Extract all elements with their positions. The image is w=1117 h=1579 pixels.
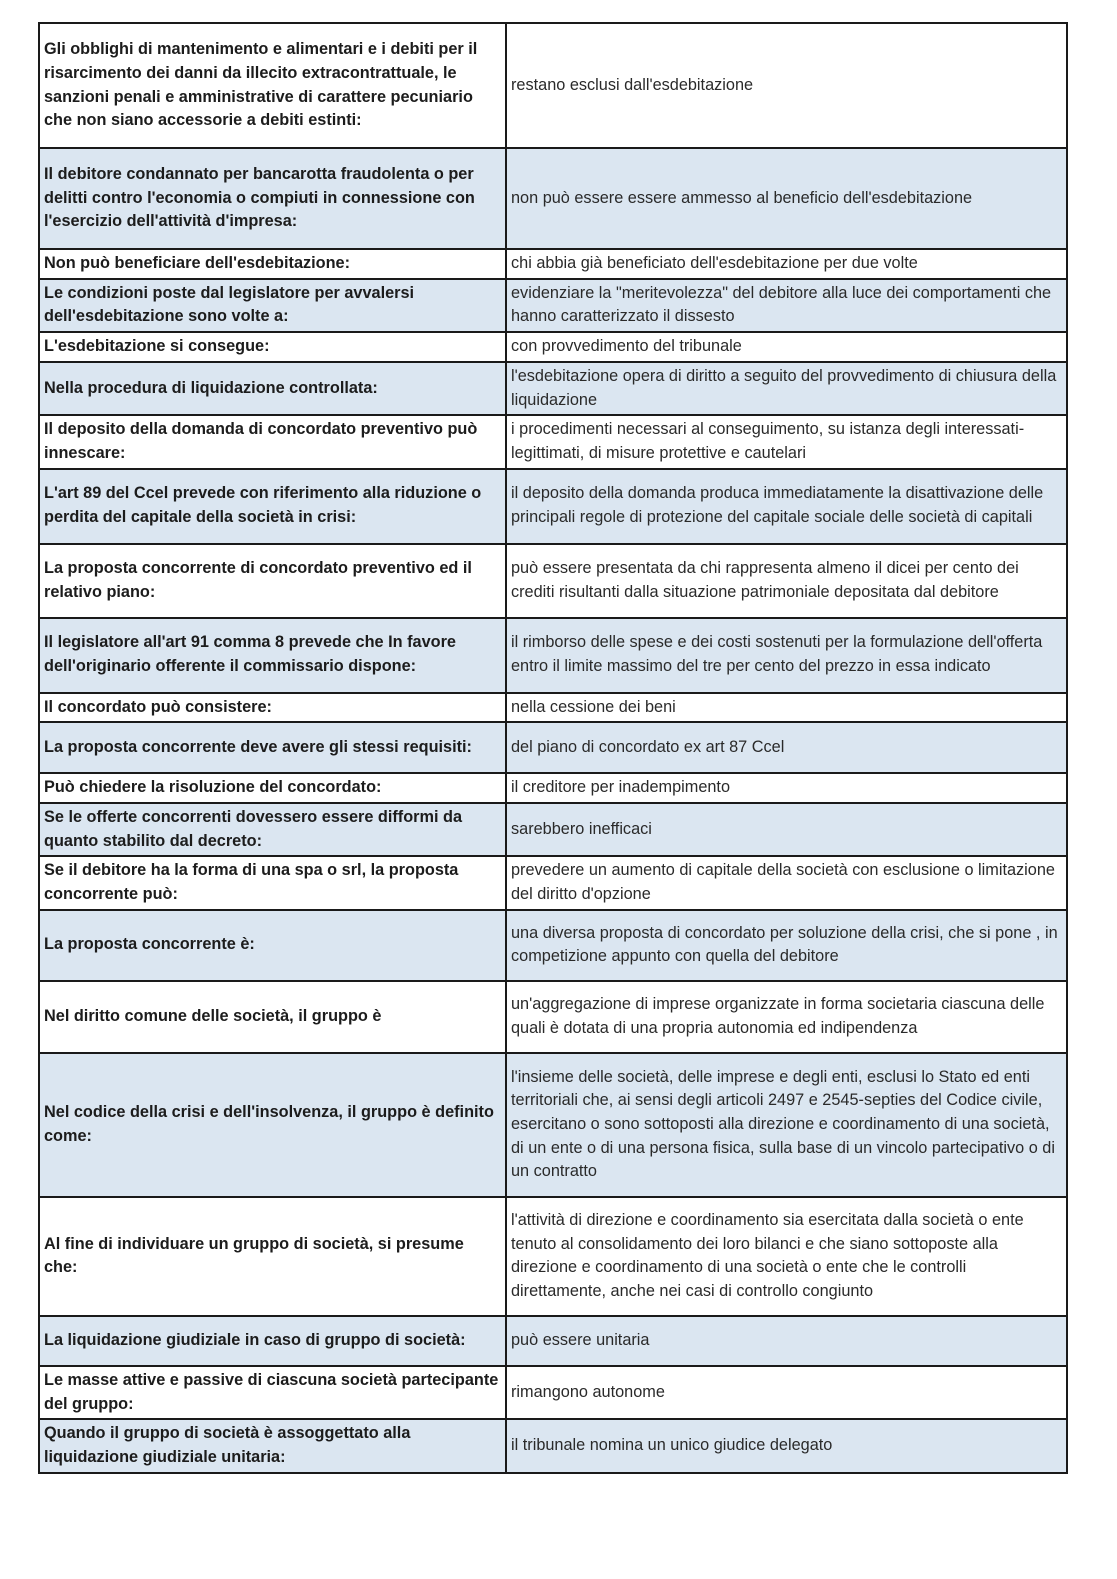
question-cell: La proposta concorrente di concordato preventivo ed il relativo piano: [39, 544, 506, 618]
answer-cell: prevedere un aumento di capitale della società con esclusione o limitazione del diritto d'opzione [506, 856, 1067, 909]
table-row [39, 1366, 1067, 1419]
table-row [39, 1053, 1067, 1197]
answer-cell: un'aggregazione di imprese organizzate in forma societaria ciascuna delle quali è dotata di una propria autonomia ed indipendenza [506, 981, 1067, 1053]
answer-cell: l'esdebitazione opera di diritto a seguito del provvedimento di chiusura della liquidazione [506, 362, 1067, 415]
question-cell: Le condizioni poste dal legislatore per avvalersi dell'esdebitazione sono volte a: [39, 279, 506, 332]
table-row [39, 148, 1067, 249]
table-row [39, 981, 1067, 1053]
question-cell: Se il debitore ha la forma di una spa o srl, la proposta concorrente può: [39, 856, 506, 909]
question-cell: L'art 89 del Ccel prevede con riferimento alla riduzione o perdita del capitale della società in crisi: [39, 469, 506, 544]
table-row [39, 332, 1067, 362]
qa-table-body [39, 23, 1067, 1473]
answer-cell: il rimborso delle spese e dei costi sostenuti per la formulazione dell'offerta entro il limite massimo del tre per cento del prezzo in essa indicato [506, 618, 1067, 693]
answer-cell: rimangono autonome [506, 1366, 1067, 1419]
answer-cell: una diversa proposta di concordato per soluzione della crisi, che si pone , in competizione appunto con quella del debitore [506, 910, 1067, 981]
question-cell: Nel diritto comune delle società, il gruppo è [39, 981, 506, 1053]
table-row [39, 1197, 1067, 1316]
answer-cell: può essere presentata da chi rappresenta almeno il dicei per cento dei crediti risultanti dalla situazione patrimoniale depositata dal debitore [506, 544, 1067, 618]
question-cell: Quando il gruppo di società è assoggettato alla liquidazione giudiziale unitaria: [39, 1419, 506, 1472]
question-cell: Il concordato può consistere: [39, 693, 506, 723]
question-cell: Al fine di individuare un gruppo di società, si presume che: [39, 1197, 506, 1316]
qa-table [38, 22, 1068, 1474]
answer-cell: con provvedimento del tribunale [506, 332, 1067, 362]
answer-cell: nella cessione dei beni [506, 693, 1067, 723]
answer-cell: restano esclusi dall'esdebitazione [506, 23, 1067, 148]
question-cell: Il legislatore all'art 91 comma 8 prevede che In favore dell'originario offerente il commissario dispone: [39, 618, 506, 693]
table-row [39, 415, 1067, 468]
answer-cell: i procedimenti necessari al conseguimento, su istanza degli interessati-legittimati, di misure protettive e cautelari [506, 415, 1067, 468]
question-cell: Può chiedere la risoluzione del concordato: [39, 773, 506, 803]
answer-cell: il creditore per inadempimento [506, 773, 1067, 803]
question-cell: Gli obblighi di mantenimento e alimentari e i debiti per il risarcimento dei danni da illecito extracontrattuale, le sanzioni penali e amministrative di carattere pecuniario che non siano accessorie a debiti estinti: [39, 23, 506, 148]
answer-cell: chi abbia già beneficiato dell'esdebitazione per due volte [506, 249, 1067, 279]
question-cell: Se le offerte concorrenti dovessero essere difformi da quanto stabilito dal decreto: [39, 803, 506, 856]
table-row [39, 23, 1067, 148]
table-row [39, 249, 1067, 279]
answer-cell: il tribunale nomina un unico giudice delegato [506, 1419, 1067, 1472]
question-cell: La proposta concorrente deve avere gli stessi requisiti: [39, 722, 506, 773]
question-cell: L'esdebitazione si consegue: [39, 332, 506, 362]
question-cell: Nel codice della crisi e dell'insolvenza, il gruppo è definito come: [39, 1053, 506, 1197]
answer-cell: sarebbero inefficaci [506, 803, 1067, 856]
table-row [39, 856, 1067, 909]
question-cell: Il deposito della domanda di concordato preventivo può innescare: [39, 415, 506, 468]
table-row [39, 1419, 1067, 1472]
table-row [39, 1316, 1067, 1366]
answer-cell: l'attività di direzione e coordinamento sia esercitata dalla società o ente tenuto al consolidamento dei loro bilanci e che siano sottoposte alla direzione e coordinamento di una società o ente che le controlli direttamente, anche nei casi di controllo congiunto [506, 1197, 1067, 1316]
question-cell: Le masse attive e passive di ciascuna società partecipante del gruppo: [39, 1366, 506, 1419]
answer-cell: l'insieme delle società, delle imprese e degli enti, esclusi lo Stato ed enti territoriali che, ai sensi degli articoli 2497 e 2545-septies del Codice civile, esercitano o sono sottoposti alla direzione e coordinamento di una società, di un ente o di una persona fisica, sulla base di un vincolo partecipativo o di un contratto [506, 1053, 1067, 1197]
table-row [39, 803, 1067, 856]
table-row [39, 722, 1067, 773]
table-row [39, 544, 1067, 618]
question-cell: Nella procedura di liquidazione controllata: [39, 362, 506, 415]
answer-cell: può essere unitaria [506, 1316, 1067, 1366]
question-cell: Non può beneficiare dell'esdebitazione: [39, 249, 506, 279]
table-row [39, 693, 1067, 723]
table-row [39, 618, 1067, 693]
answer-cell: il deposito della domanda produca immediatamente la disattivazione delle principali regole di protezione del capitale sociale delle società di capitali [506, 469, 1067, 544]
answer-cell: non può essere essere ammesso al beneficio dell'esdebitazione [506, 148, 1067, 249]
table-row [39, 279, 1067, 332]
answer-cell: del piano di concordato ex art 87 Ccel [506, 722, 1067, 773]
table-row [39, 773, 1067, 803]
answer-cell: evidenziare la "meritevolezza" del debitore alla luce dei comportamenti che hanno caratterizzato il dissesto [506, 279, 1067, 332]
question-cell: Il debitore condannato per bancarotta fraudolenta o per delitti contro l'economia o compiuti in connessione con l'esercizio dell'attività d'impresa: [39, 148, 506, 249]
table-row [39, 469, 1067, 544]
table-row [39, 362, 1067, 415]
question-cell: La proposta concorrente è: [39, 910, 506, 981]
table-row [39, 910, 1067, 981]
question-cell: La liquidazione giudiziale in caso di gruppo di società: [39, 1316, 506, 1366]
